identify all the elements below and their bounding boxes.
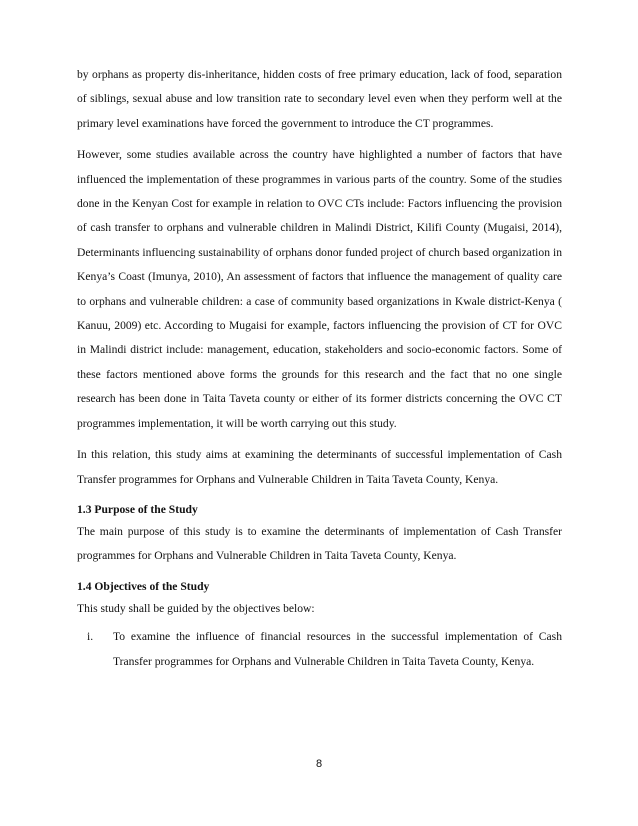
document-page	[77, 63, 562, 682]
objectives-list	[77, 625, 562, 674]
section-heading-objectives: 1.4 Objectives of the Study	[77, 579, 210, 593]
list-item	[77, 625, 562, 674]
paragraph-3: In this relation, this study aims at examining the determinants of successful implementation of Cash Transfer programmes for Orphans and Vulnerable Children in Taita Taveta County, Kenya.	[77, 448, 562, 486]
section-purpose	[77, 500, 562, 569]
paragraph-1: by orphans as property dis-inheritance, hidden costs of free primary education, lack of food, separation of siblings, sexual abuse and low transition rate to secondary level even when they perform well at the primary level examinations have forced the government to introduce the CT programmes.	[77, 68, 562, 130]
section-body-purpose: The main purpose of this study is to examine the determinants of implementation of Cash Transfer programmes for Orphans and Vulnerable Children in Taita Taveta County, Kenya.	[77, 524, 562, 563]
page-number: 8	[315, 758, 323, 770]
paragraph-2: However, some studies available across the country have highlighted a number of factors that have influenced the implementation of these programmes in various parts of the country. Some of the studies done in the Kenyan Cost for example in relation to OVC CTs include: Factors influencing the provision of cash transfer to orphans and vulnerable children in Malindi District, Kilifi County (Mugaisi, 2014), Determinants influencing sustainability of orphans donor funded project of church based organization in Kenya’s Coast (Imunya, 2010), An assessment of factors that influence the management of quality care to orphans and vulnerable children: a case of community based organizations in Kwale district-Kenya ( Kanuu, 2009) etc. According to Mugaisi for example, factors influencing the provision of CT for OVC in Malindi district include: management, education, stakeholders and socio-economic factors. Some of these factors mentioned above forms the grounds for this research and the fact that no one single research has been done in Taita Taveta county or either of its former districts concerning the OVC CT programmes implementation, it will be worth carrying out this study.	[77, 148, 562, 430]
section-heading-purpose: 1.3 Purpose of the Study	[77, 502, 198, 516]
section-intro-objectives: This study shall be guided by the objectives below:	[77, 601, 315, 615]
list-item-text: To examine the influence of financial resources in the successful implementation of Cash Transfer programmes for Orphans and Vulnerable Children in Taita Taveta County, Kenya.	[113, 630, 562, 668]
list-item-number: i.	[87, 630, 94, 644]
section-objectives	[77, 577, 562, 674]
